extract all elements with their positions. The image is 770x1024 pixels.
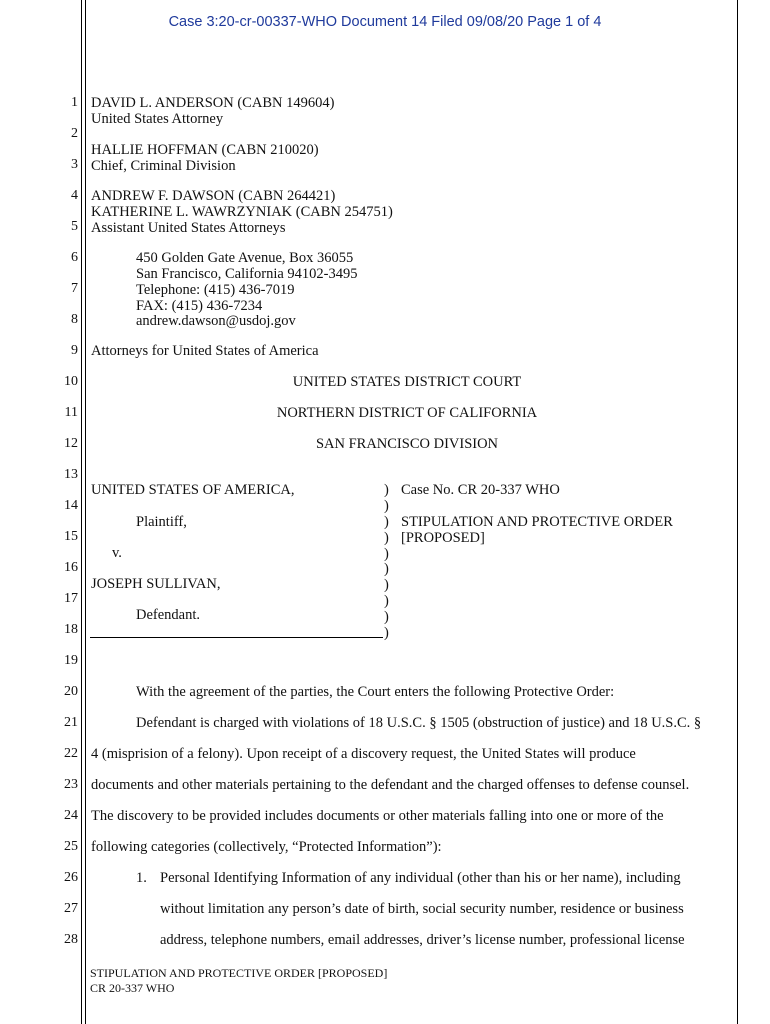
line-number: 14 bbox=[64, 498, 78, 513]
court-division: SAN FRANCISCO DIVISION bbox=[315, 436, 499, 452]
address-line: San Francisco, California 94102-3495 bbox=[136, 266, 358, 282]
line-number: 6 bbox=[71, 250, 78, 265]
line-number: 12 bbox=[64, 436, 78, 451]
list-item-line: without limitation any person’s date of birth, social security number, residence or business bbox=[160, 901, 684, 917]
line-number: 17 bbox=[64, 591, 78, 606]
caption-paren: ) bbox=[384, 577, 389, 593]
left-margin-rule-outer bbox=[81, 0, 82, 1024]
caption-underline bbox=[90, 637, 383, 638]
footer-case-number: CR 20-337 WHO bbox=[90, 981, 175, 995]
line-number: 25 bbox=[64, 839, 78, 854]
versus: v. bbox=[112, 545, 122, 561]
caption-paren: ) bbox=[384, 546, 389, 562]
defendant-role: Defendant. bbox=[136, 607, 201, 623]
caption-paren: ) bbox=[384, 593, 389, 609]
body-paragraph-line: 4 (misprision of a felony). Upon receipt of a discovery request, the United States will produce bbox=[91, 746, 636, 762]
right-margin-rule bbox=[737, 0, 738, 1024]
plaintiff-name: UNITED STATES OF AMERICA, bbox=[91, 482, 295, 498]
caption-paren: ) bbox=[384, 514, 389, 530]
case-header-stamp: Case 3:20-cr-00337-WHO Document 14 Filed 09/08/20 Page 1 of 4 bbox=[168, 14, 602, 30]
document-title: STIPULATION AND PROTECTIVE ORDER bbox=[401, 514, 673, 530]
caption-paren: ) bbox=[384, 609, 389, 625]
caption-paren: ) bbox=[384, 625, 389, 641]
line-number: 27 bbox=[64, 901, 78, 916]
line-number: 23 bbox=[64, 777, 78, 792]
line-number: 15 bbox=[64, 529, 78, 544]
line-number: 26 bbox=[64, 870, 78, 885]
email-line: andrew.dawson@usdoj.gov bbox=[136, 313, 296, 329]
line-number: 4 bbox=[71, 188, 78, 203]
list-item-line: address, telephone numbers, email addresses, driver’s license number, professional license bbox=[160, 932, 685, 948]
caption-paren: ) bbox=[384, 530, 389, 546]
line-number: 24 bbox=[64, 808, 78, 823]
line-number: 9 bbox=[71, 343, 78, 358]
counsel-line: Assistant United States Attorneys bbox=[91, 220, 286, 236]
line-number: 16 bbox=[64, 560, 78, 575]
line-number: 28 bbox=[64, 932, 78, 947]
line-number: 7 bbox=[71, 281, 78, 296]
line-number: 10 bbox=[64, 374, 78, 389]
defendant-name: JOSEPH SULLIVAN, bbox=[91, 576, 221, 592]
line-number: 2 bbox=[71, 126, 78, 141]
counsel-line: Chief, Criminal Division bbox=[91, 158, 236, 174]
line-number: 22 bbox=[64, 746, 78, 761]
line-number: 19 bbox=[64, 653, 78, 668]
left-margin-rule-inner bbox=[85, 0, 86, 1024]
body-paragraph-line: Defendant is charged with violations of 18 U.S.C. § 1505 (obstruction of justice) and 18 U.S.C. § bbox=[136, 715, 702, 731]
caption-paren: ) bbox=[384, 498, 389, 514]
line-number: 21 bbox=[64, 715, 78, 730]
line-number: 18 bbox=[64, 622, 78, 637]
line-number: 11 bbox=[64, 405, 78, 420]
court-district: NORTHERN DISTRICT OF CALIFORNIA bbox=[276, 405, 538, 421]
list-item-number: 1. bbox=[136, 870, 147, 886]
body-paragraph-line: With the agreement of the parties, the Court enters the following Protective Order: bbox=[136, 684, 615, 700]
counsel-line: KATHERINE L. WAWRZYNIAK (CABN 254751) bbox=[91, 204, 393, 220]
line-number: 3 bbox=[71, 157, 78, 172]
body-paragraph-line: documents and other materials pertaining to the defendant and the charged offenses to defense counsel. bbox=[91, 777, 690, 793]
fax-line: FAX: (415) 436-7234 bbox=[136, 298, 263, 314]
attorneys-for-line: Attorneys for United States of America bbox=[91, 343, 319, 359]
counsel-line: DAVID L. ANDERSON (CABN 149604) bbox=[91, 95, 335, 111]
caption-paren: ) bbox=[384, 482, 389, 498]
address-line: 450 Golden Gate Avenue, Box 36055 bbox=[136, 250, 354, 266]
line-number: 13 bbox=[64, 467, 78, 482]
body-paragraph-line: The discovery to be provided includes documents or other materials falling into one or more of the bbox=[91, 808, 664, 824]
counsel-line: HALLIE HOFFMAN (CABN 210020) bbox=[91, 142, 319, 158]
caption-paren: ) bbox=[384, 561, 389, 577]
counsel-line: United States Attorney bbox=[91, 111, 224, 127]
plaintiff-role: Plaintiff, bbox=[136, 514, 187, 530]
court-name: UNITED STATES DISTRICT COURT bbox=[292, 374, 522, 390]
line-number: 1 bbox=[71, 95, 78, 110]
footer-title: STIPULATION AND PROTECTIVE ORDER [PROPOSED] bbox=[90, 966, 388, 980]
line-number: 20 bbox=[64, 684, 78, 699]
phone-line: Telephone: (415) 436-7019 bbox=[136, 282, 295, 298]
line-number: 5 bbox=[71, 219, 78, 234]
counsel-line: ANDREW F. DAWSON (CABN 264421) bbox=[91, 188, 336, 204]
body-paragraph-line: following categories (collectively, “Protected Information”): bbox=[91, 839, 442, 855]
line-number: 8 bbox=[71, 312, 78, 327]
list-item-line: Personal Identifying Information of any individual (other than his or her name), including bbox=[160, 870, 681, 886]
document-title-proposed: [PROPOSED] bbox=[401, 530, 485, 546]
case-number: Case No. CR 20-337 WHO bbox=[401, 482, 560, 498]
